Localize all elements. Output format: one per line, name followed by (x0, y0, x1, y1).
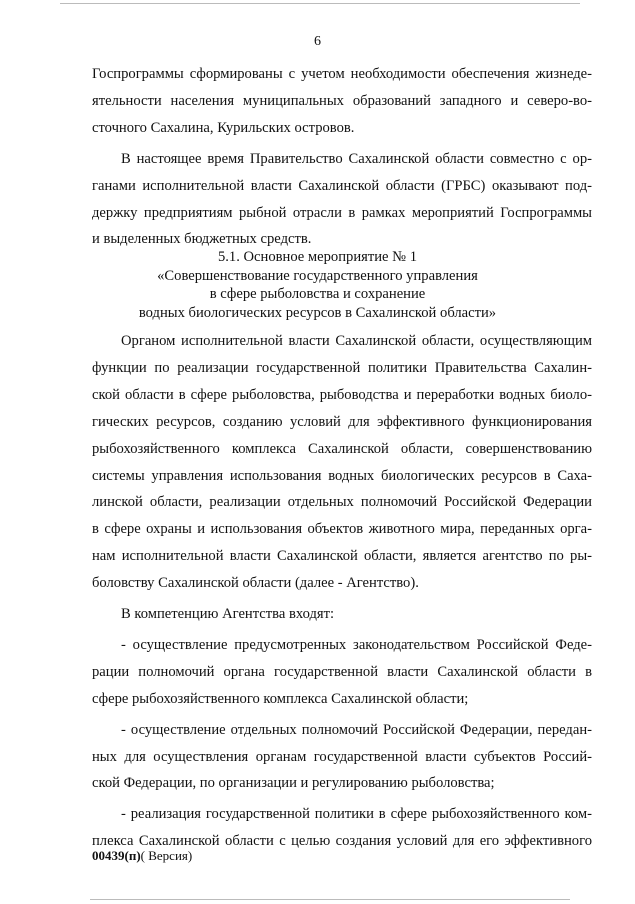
text-line: гических ресурсов, созданию условий для эффективного функционирования (92, 413, 592, 430)
text-line: рации полномочий органа государственной власти Сахалинской области в (92, 663, 592, 680)
page-number: 6 (314, 34, 321, 49)
footer-code: 00439(п) (92, 848, 141, 863)
text-line: держку предприятиям рыбной отрасли в рамках мероприятий Госпрограммы (92, 204, 592, 221)
scan-artifact-top (60, 3, 580, 4)
section-heading-line: водных биологических ресурсов в Сахалинской области» (138, 304, 497, 321)
footer-version: ( Версия) (140, 848, 193, 863)
text-line: плекса Сахалинской области с целью создания условий для его эффективного (92, 833, 592, 850)
section-heading-line: 5.1. Основное мероприятие № 1 (217, 249, 418, 265)
text-line: ных для осуществления органам государственной власти субъектов Россий- (92, 748, 592, 765)
text-line: боловству Сахалинской области (далее - Агентство). (92, 575, 419, 592)
text-line: функции по реализации государственной политики Правительства Сахалин- (92, 359, 592, 376)
text-line: системы управления использования водных биологических ресурсов в Саха- (92, 467, 592, 484)
text-line: - осуществление отдельных полномочий Российской Федерации, передан- (121, 721, 592, 738)
text-line: рыбохозяйственного комплекса Сахалинской области, совершенствованию (92, 440, 592, 457)
text-line: сточного Сахалина, Курильских островов. (92, 119, 355, 136)
text-line: - осуществление предусмотренных законодательством Российской Феде- (121, 636, 592, 653)
text-line: сфере рыбохозяйственного комплекса Сахалинской области; (92, 690, 469, 707)
text-line: ской Федерации, по организации и регулированию рыболовства; (92, 775, 495, 792)
text-line: в сфере охраны и использования объектов животного мира, переданных орга- (92, 521, 592, 538)
section-heading-line: в сфере рыболовства и сохранение (209, 286, 426, 302)
scan-artifact-bottom (90, 899, 570, 900)
text-line: - реализация государственной политики в сфере рыбохозяйственного ком- (121, 806, 592, 823)
section-heading-line: «Совершенствование государственного управления (157, 267, 478, 284)
text-line: линской области, реализации отдельных полномочий Российской Федерации (92, 494, 592, 511)
text-line: ской области в сфере рыболовства, рыбоводства и переработки водных биоло- (92, 386, 592, 403)
text-line: Органом исполнительной власти Сахалинской области, осуществляющим (121, 333, 592, 349)
text-line: и выделенных бюджетных средств. (92, 231, 312, 248)
text-line: ятельности населения муниципальных образований западного и северо-во- (92, 92, 592, 109)
text-line: В настоящее время Правительство Сахалинской области совместно с ор- (121, 150, 592, 167)
text-line: ганами исполнительной власти Сахалинской области (ГРБС) оказывают под- (92, 177, 592, 194)
text-line: Госпрограммы сформированы с учетом необходимости обеспечения жизнеде- (92, 66, 592, 82)
document-footer (92, 848, 192, 864)
text-line: нам исполнительной власти Сахалинской области, является агентство по ры- (92, 548, 592, 565)
text-line: В компетенцию Агентства входят: (121, 606, 335, 622)
